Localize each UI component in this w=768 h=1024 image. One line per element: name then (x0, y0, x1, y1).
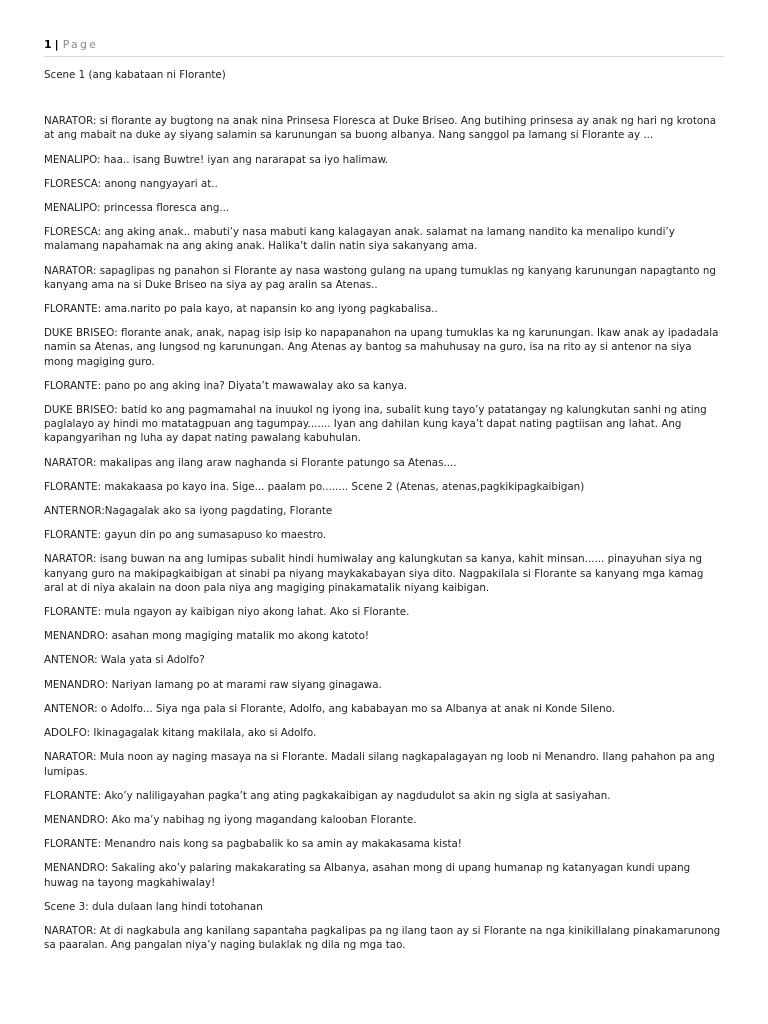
dialogue-paragraph: ANTENOR: o Adolfo... Siya nga pala si Florante, Adolfo, ang kababayan mo sa Albanya at anak ni Konde Sileno. (44, 702, 616, 715)
dialogue-paragraph: NARATOR: isang buwan na ang lumipas subalit hindi humiwalay ang kalungkutan sa kanya, kahit minsan...... pinayuhan siya ng kanyang guro na makipagkaibigan at sinabi pa niyang maykakabayan siya dito. Nagpakilala si Florante sa kanyang mga kamag aral at di niya akalain na doon pala niya ang magiging pinakamatalik niyang kaibigan. (44, 553, 704, 594)
dialogue-paragraph: FLORANTE: Ako’y naliligayahan pagka’t ang ating pagkakaibigan ay nagdudulot sa akin ng sigla at sasiyahan. (44, 789, 611, 802)
dialogue-paragraph: NARATOR: Mula noon ay naging masaya na si Florante. Madali silang nagkapalagayan ng loob ni Menandro. Ilang pahahon pa ang lumipas. (44, 751, 715, 778)
dialogue-paragraph: MENANDRO: asahan mong magiging matalik mo akong katoto! (44, 630, 370, 643)
dialogue-paragraph: DUKE BRISEO: batid ko ang pagmamahal na inuukol ng iyong ina, subalit kung tayo’y patatangay ng kalungkutan sanhi ng ating paglalayo ay hindi mo matatagpuan ang tagumpay....... Iyan ang dahilan kung kaya’t dapat nating pagtiisan ang lahat. Ang kapangyarihan ng luha ay dapat nating pawalang kabuhulan. (44, 404, 707, 445)
dialogue-paragraph: MENANDRO: Sakaling ako’y palaring makakarating sa Albanya, asahan mong di upang humanap ng katanyagan kundi upang huwag na tayong magkahiwalay! (44, 862, 691, 889)
dialogue-paragraph: NARATOR: At di nagkabula ang kanilang sapantaha pagkalipas pa ng ilang taon ay si Florante na nga kinikillalang pinakamarunong sa paaralan. Ang pangalan niya’y naging bulaklak ng dila ng mga tao. (44, 924, 721, 952)
scene-heading: Scene 3: dula dulaan lang hindi totohanan (44, 900, 263, 913)
dialogue-paragraph: ANTERNOR:Nagagalak ako sa iyong pagdating, Florante (44, 505, 333, 518)
dialogue-paragraph: FLORANTE: gayun din po ang sumasapuso ko maestro. (44, 529, 327, 542)
dialogue-paragraph: MENANDRO: Ako ma’y nabihag ng iyong magandang kalooban Florante. (44, 813, 417, 826)
dialogue-paragraph: FLORESCA: anong nangyayari at.. (44, 177, 218, 190)
dialogue-paragraph: NARATOR: si florante ay bugtong na anak nina Prinsesa Floresca at Duke Briseo. Ang butihing prinsesa ay anak ng hari ng krotona at ang mabait na duke ay siyang salamin sa karunungan sa buong albanya. Nang sanggol pa lamang si Florante ay ... (44, 115, 717, 142)
dialogue-paragraph: MENANDRO: Nariyan lamang po at marami raw siyang ginagawa. (44, 678, 382, 691)
dialogue-paragraph: ANTENOR: Wala yata si Adolfo? (44, 654, 205, 667)
dialogue-paragraph: FLORESCA: ang aking anak.. mabuti’y nasa mabuti kang kalagayan anak. salamat na lamang nandito ka menalipo kundi’y malamang napahamak na ang aking anak. Halika’t dalin natin siya sakanyang ama. (44, 226, 675, 253)
dialogue-paragraph: NARATOR: sapaglipas ng panahon si Florante ay nasa wastong gulang na upang tumuklas ng kanyang karunungan napagtanto ng kanyang ama na si Duke Briseo na siya ay pag aralin sa Atenas.. (44, 264, 716, 291)
page-header (44, 38, 724, 57)
page-number: 1 (44, 38, 52, 51)
scene-heading: Scene 1 (ang kabataan ni Florante) (44, 69, 226, 81)
script-body (44, 68, 724, 962)
dialogue-paragraph: NARATOR: makalipas ang ilang araw naghanda si Florante patungo sa Atenas.... (44, 456, 457, 469)
dialogue-paragraph: MENALIPO: haa.. isang Buwtre! iyan ang nararapat sa iyo halimaw. (44, 153, 389, 166)
dialogue-paragraph: ADOLFO: Ikinagagalak kitang makilala, ako si Adolfo. (44, 727, 317, 740)
page-separator: | (54, 38, 59, 51)
dialogue-paragraph: FLORANTE: makakaasa po kayo ina. Sige... paalam po........ Scene 2 (Atenas, atenas,pagkikipagkaibigan) (44, 480, 585, 493)
dialogue-paragraph: MENALIPO: princessa floresca ang... (44, 202, 230, 215)
dialogue-paragraph: FLORANTE: Menandro nais kong sa pagbabalik ko sa amin ay makakasama kista! (44, 838, 462, 851)
dialogue-paragraph: FLORANTE: mula ngayon ay kaibigan niyo akong lahat. Ako si Florante. (44, 606, 410, 619)
page-label: Page (62, 38, 99, 51)
dialogue-paragraph: FLORANTE: ama.narito po pala kayo, at napansin ko ang iyong pagkabalisa.. (44, 303, 438, 316)
dialogue-paragraph: FLORANTE: pano po ang aking ina? Diyata’t mawawalay ako sa kanya. (44, 379, 408, 392)
dialogue-paragraph: DUKE BRISEO: florante anak, anak, napag isip isip ko napapanahon na upang tumuklas ka ng karunungan. Ikaw anak ay ipadadala namin sa Atenas, ang lungsod ng karunungan. Ang Atenas ay bantog sa mahuhusay na guro, isa na rito ay si antenor na siya mong magiging guro. (44, 327, 719, 368)
